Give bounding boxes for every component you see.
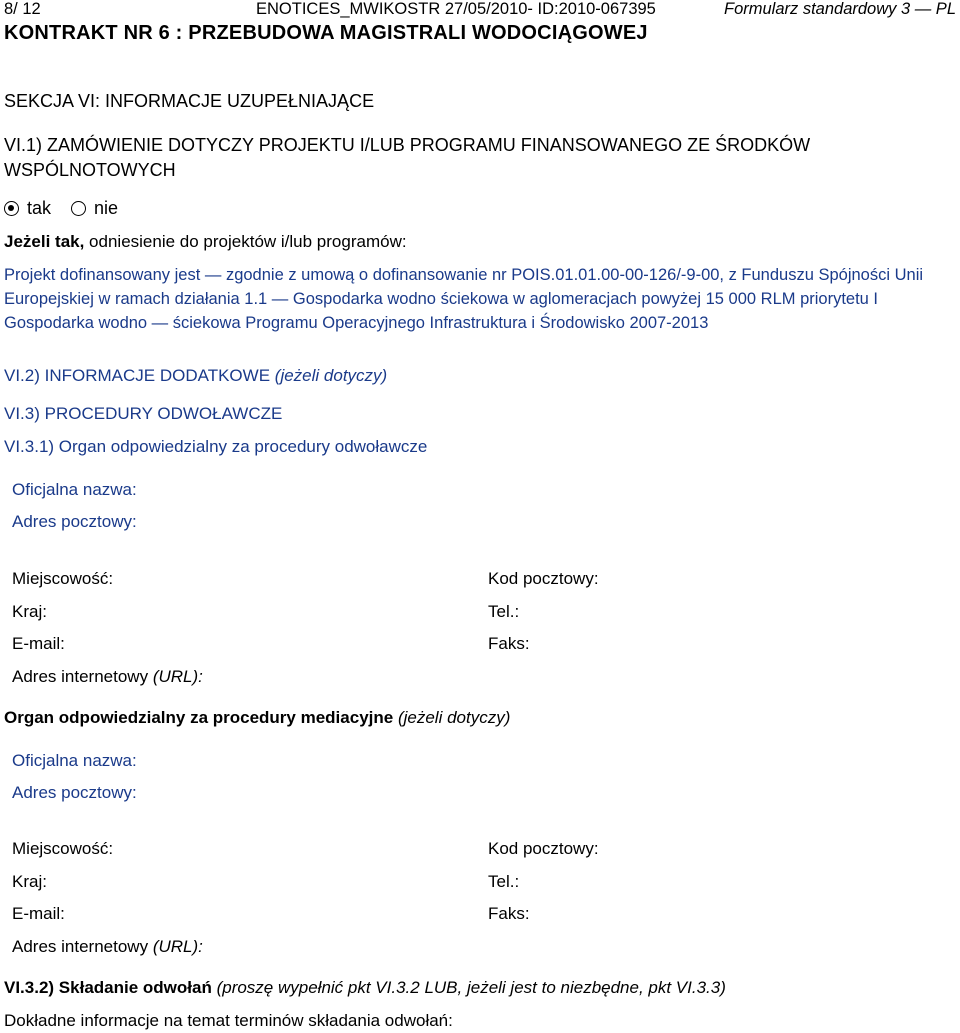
vi32-line	[4, 978, 726, 998]
url-label-note: (URL):	[152, 667, 203, 686]
postal-code-label: Kod pocztowy:	[488, 569, 599, 588]
vi2-note: (jeżeli dotyczy)	[274, 366, 388, 385]
radio-no[interactable]	[71, 201, 86, 216]
mediation-town-label: Miejscowość:	[12, 839, 114, 858]
mediation-heading: Organ odpowiedzialny za procedury mediacyjne	[4, 708, 394, 727]
mediation-phone-label: Tel.:	[488, 872, 520, 891]
vi32-heading: VI.3.2) Składanie odwołań	[4, 978, 212, 997]
vi31-heading: VI.3.1) Organ odpowiedzialny za procedury odwoławcze	[4, 437, 428, 456]
official-name-label: Oficjalna nazwa:	[12, 480, 137, 499]
vi2-line	[4, 366, 387, 386]
project-reference: Projekt dofinansowany jest — zgodnie z umową o dofinansowanie nr POIS.01.01.00-00-126/-9-00, z Funduszu Spójności Unii Europejskiej w ramach działania 1.1 — Gospodarka wodno ściekowa w aglomeracjach powyżej 15 000 RLM priorytetu I Gospodarka wodno — ściekowa Programu Operacyjnego Infrastruktura i Środowisko 2007-2013	[4, 266, 924, 332]
notice-identifier: ENOTICES_MWIKOSTR 27/05/2010- ID:2010-067395	[256, 0, 656, 18]
email-label: E-mail:	[12, 634, 65, 653]
country-label: Kraj:	[12, 602, 47, 621]
mediation-url-label-text: Adres internetowy	[12, 937, 149, 956]
mediation-postal-code-label: Kod pocztowy:	[488, 839, 599, 858]
section-heading: SEKCJA VI: INFORMACJE UZUPEŁNIAJĄCE	[4, 91, 375, 111]
vi1-heading: VI.1) ZAMÓWIENIE DOTYCZY PROJEKTU I/LUB PROGRAMU FINANSOWANEGO ZE ŚRODKÓW WSPÓLNOTOWYCH	[4, 135, 811, 180]
vi3-heading: VI.3) PROCEDURY ODWOŁAWCZE	[4, 404, 283, 423]
town-label: Miejscowość:	[12, 569, 114, 588]
radio-yes-label: tak	[27, 198, 52, 218]
url-label-text: Adres internetowy	[12, 667, 149, 686]
phone-label: Tel.:	[488, 602, 520, 621]
eu-funding-radio-group[interactable]	[4, 198, 138, 219]
document-title: KONTRAKT NR 6 : PRZEBUDOWA MAGISTRALI WODOCIĄGOWEJ	[4, 22, 648, 44]
fax-label: Faks:	[488, 634, 530, 653]
if-yes-bold: Jeżeli tak,	[4, 232, 85, 251]
mediation-line	[4, 708, 510, 728]
postal-address-label: Adres pocztowy:	[12, 512, 137, 531]
if-yes-rest: odniesienie do projektów i/lub programów:	[84, 232, 407, 251]
vi32-note: (proszę wypełnić pkt VI.3.2 LUB, jeżeli jest to niezbędne, pkt VI.3.3)	[216, 978, 726, 997]
if-yes-line	[4, 232, 407, 252]
page-header	[4, 0, 956, 22]
vi2-heading: VI.2) INFORMACJE DODATKOWE	[4, 366, 271, 385]
radio-no-label: nie	[94, 198, 119, 218]
mediation-country-label: Kraj:	[12, 872, 47, 891]
page-number: 8/ 12	[4, 0, 41, 18]
appeal-details-label: Dokładne informacje na temat terminów składania odwołań:	[4, 1011, 453, 1030]
mediation-official-name-label: Oficjalna nazwa:	[12, 751, 137, 770]
form-name: Formularz standardowy 3 — PL	[723, 0, 956, 18]
mediation-url-label	[12, 937, 203, 957]
mediation-postal-address-label: Adres pocztowy:	[12, 783, 137, 802]
mediation-email-label: E-mail:	[12, 904, 65, 923]
mediation-fax-label: Faks:	[488, 904, 530, 923]
radio-yes[interactable]	[4, 201, 19, 216]
mediation-url-label-note: (URL):	[152, 937, 203, 956]
url-label	[12, 667, 203, 687]
mediation-note: (jeżeli dotyczy)	[397, 708, 511, 727]
